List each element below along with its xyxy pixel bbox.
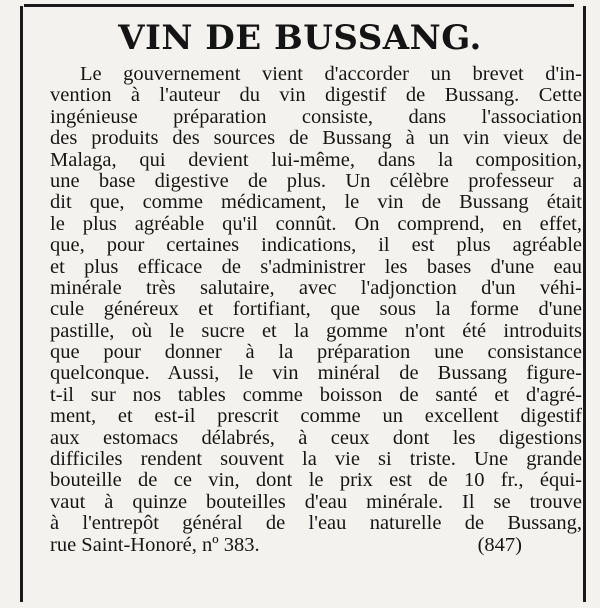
top-border-rule [24,4,574,7]
article-line: bouteille de ce vin, dont le prix est de 10 fr., équi- [50,469,582,492]
article-body [50,64,582,556]
article-line: aux estomacs délabrés, à ceux dont les digestions [50,426,582,449]
article-line: ment, et est-il prescrit comme un excellent digestif [50,405,582,428]
article-line: minérale très salutaire, avec l'adjonction d'un véhi- [50,276,582,299]
article-title: VIN DE BUSSANG. [118,18,482,58]
article-line: cule généreux et fortifiant, que sous la forme d'une [50,298,582,321]
left-border-rule [20,6,23,602]
article-last-line [50,535,582,556]
article-line: difficiles rendent souvent la vie si triste. Une grande [50,448,582,471]
article-line: à l'entrepôt général de l'eau naturelle de Bussang, [50,512,582,535]
article-line: Le gouvernement vient d'accorder un brevet d'in- [80,63,582,85]
right-border-rule [583,6,586,602]
article-line: que pour donner à la préparation une consistance [50,341,582,364]
reference-number: (847) [477,533,522,556]
article-line: pastille, où le sucre et la gomme n'ont été introduits [50,319,582,342]
article-line: que, pour certaines indications, il est plus agréable [50,234,582,257]
article-line: rue Saint-Honoré, nº 383. [50,533,260,556]
article-line: dit que, comme médicament, le vin de Bussang était [50,191,582,214]
article-line: Malaga, qui devient lui-même, dans la composition, [50,148,582,171]
article-line: quelconque. Aussi, le vin minéral de Bussang figure- [50,362,582,385]
article-line: t-il sur nos tables comme boisson de santé et d'agré- [50,383,582,406]
article-line: vaut à quinze bouteilles d'eau minérale. Il se trouve [50,490,582,513]
article-line: le plus agréable qu'il connût. On comprend, en effet, [50,212,582,235]
article-line: ingénieuse préparation consiste, dans l'association [50,105,582,128]
article-line: une base digestive de plus. Un célèbre professeur a [50,169,582,192]
article-line: des produits des sources de Bussang à un vin vieux de [50,127,582,150]
article-line: et plus efficace de s'administrer les bases d'une eau [50,255,582,278]
article-line: vention à l'auteur du vin digestif de Bussang. Cette [50,84,582,107]
